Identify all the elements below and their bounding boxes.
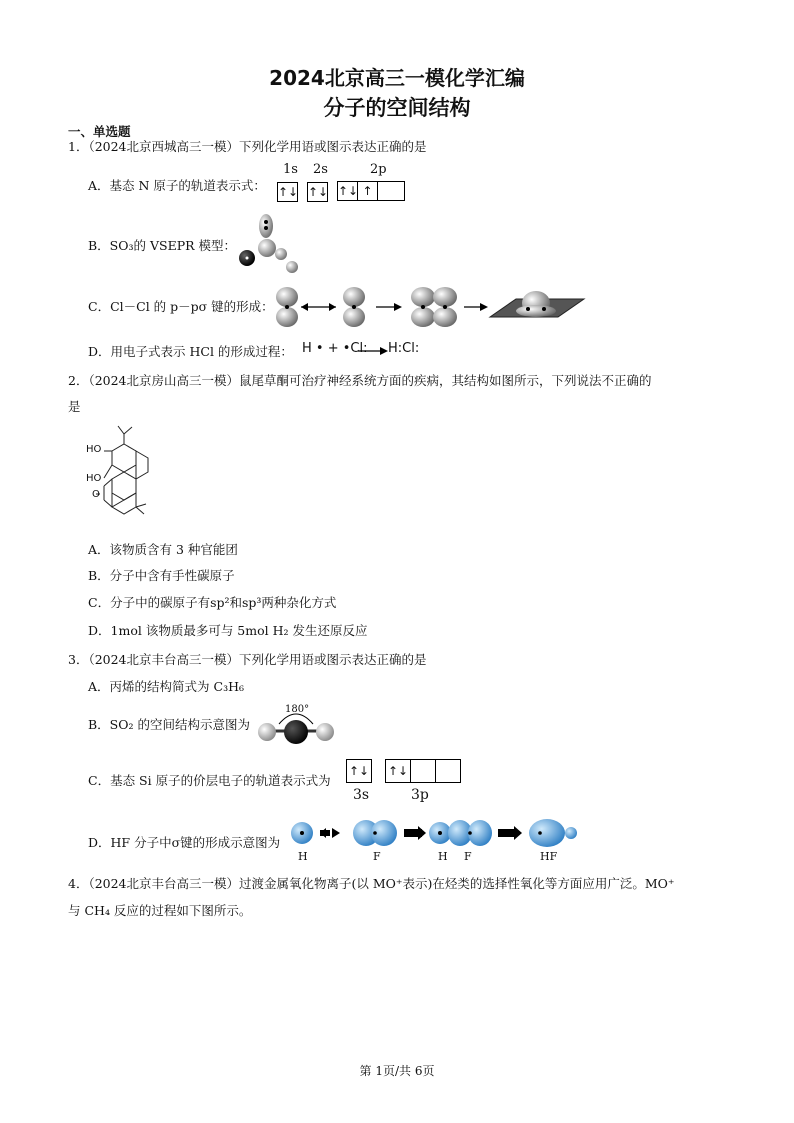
page-title: 2024北京高三一模化学汇编 (269, 66, 525, 90)
q4-stem-line1: 4．（2024北京丰台高三一模）过渡金属氧化物离子(以 MO⁺表示)在烃类的选择性氧化等方面应用广泛。MO⁺ (68, 876, 675, 891)
so2-structure-figure (255, 710, 337, 746)
q1-a-orbital-1s (277, 181, 298, 202)
q1-a-orbital-2p (337, 181, 405, 201)
q1-a-label-1s: 1s (283, 162, 298, 177)
q3-c-label-3s: 3s (353, 787, 370, 803)
page-footer: 第 1页/共 6页 (359, 1064, 435, 1078)
section-heading: 一、单选题 (68, 124, 131, 139)
q3-stem: 3．（2024北京丰台高三一模）下列化学用语或图示表达正确的是 (68, 652, 427, 667)
p-p-sigma-bond-figure (268, 283, 588, 333)
q1-stem: 1．（2024北京西城高三一模）下列化学用语或图示表达正确的是 (68, 139, 427, 154)
orbital-box (410, 759, 436, 783)
hf-label-f-2: F (464, 850, 472, 863)
q1-d-formula-right: H:Cl: (388, 341, 420, 356)
q1-option-c: C．Cl－Cl 的 p－pσ 键的形成： (88, 299, 274, 314)
molecule-label-o: O (92, 489, 100, 500)
orbital-box (377, 181, 405, 201)
q1-a-label-2s: 2s (313, 162, 328, 177)
q2-stem-line1: 2．（2024北京房山高三一模）鼠尾草酮可治疗神经系统方面的疾病，其结构如图所示，下列说法不正确的 (68, 373, 652, 388)
orbital-box: ↑↓ (346, 759, 372, 783)
molecule-label-ho-2: HO (86, 473, 102, 484)
hf-sigma-bond-figure (286, 818, 581, 850)
q1-option-d: D．用电子式表示 HCl 的形成过程： (88, 344, 293, 359)
q4-stem-line2: 与 CH₄ 反应的过程如下图所示。 (68, 903, 252, 918)
orbital-box: ↑↓ (385, 759, 411, 783)
so2-angle-label: 180° (285, 704, 310, 715)
q3-c-orbital-3p (385, 759, 461, 783)
q1-a-orbital-2s (307, 181, 328, 202)
q3-c-label-3p: 3p (411, 787, 429, 803)
q3-option-c: C．基态 Si 原子的价层电子的轨道表示式为 (88, 773, 331, 788)
q2-option-d: D．1mol 该物质最多可与 5mol H₂ 发生还原反应 (88, 623, 368, 638)
q1-option-b: B．SO₃的 VSEPR 模型： (88, 238, 236, 253)
orbital-box: ↑↓ (307, 182, 328, 202)
q2-option-b: B．分子中含有手性碳原子 (88, 568, 235, 583)
orbital-box: ↑↓ (277, 182, 298, 202)
hf-label-hf: HF (540, 850, 558, 863)
q2-option-a: A．该物质含有 3 种官能团 (88, 542, 238, 557)
q1-a-label-2p: 2p (370, 162, 387, 177)
orbital-box (435, 759, 461, 783)
arrow-right-icon (358, 345, 388, 357)
q3-option-d: D．HF 分子中σ键的形成示意图为 (88, 835, 281, 850)
hf-label-h-2: H (438, 850, 448, 863)
molecule-label-ho-1: HO (86, 444, 102, 455)
orbital-box: ↑ (357, 181, 378, 201)
orbital-box: ↑↓ (337, 181, 358, 201)
q3-c-orbital-3s (346, 759, 372, 783)
q1-d-formula-left: H • + •Cl: (302, 341, 368, 356)
q1-option-a: A．基态 N 原子的轨道表示式： (88, 178, 266, 193)
q3-option-a: A．丙烯的结构简式为 C₃H₆ (88, 679, 244, 694)
hf-label-h: H (298, 850, 308, 863)
q3-option-b: B．SO₂ 的空间结构示意图为 (88, 717, 250, 732)
page-subtitle: 分子的空间结构 (323, 96, 471, 120)
q2-stem-line2: 是 (68, 399, 81, 414)
hf-label-f: F (373, 850, 381, 863)
q2-option-c: C．分子中的碳原子有sp²和sp³两种杂化方式 (88, 595, 337, 610)
so3-vsepr-model-figure (236, 214, 306, 274)
